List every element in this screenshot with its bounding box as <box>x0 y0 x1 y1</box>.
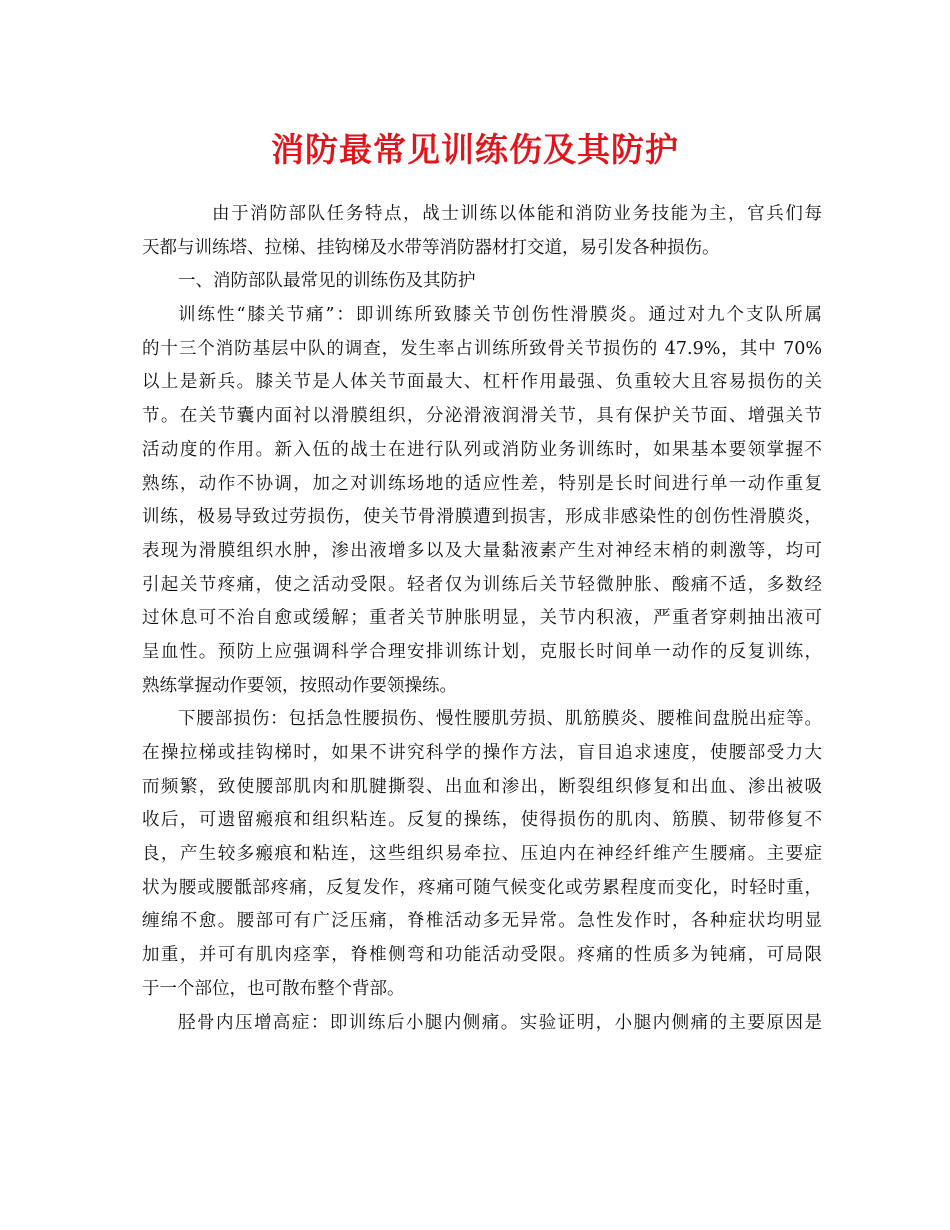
text-line: 呈血性。预防上应强调科学合理安排训练计划，克服长时间单一动作的反复训练， <box>142 641 822 662</box>
text-line: 以上是新兵。膝关节是人体关节面最大、杠杆作用最强、负重较大且容易损伤的关 <box>142 372 822 393</box>
text-line: 表现为滑膜组织水肿，渗出液增多以及大量黏液素产生对神经末梢的刺激等，均可 <box>142 540 822 561</box>
text-line: 胫骨内压增高症：即训练后小腿内侧痛。实验证明，小腿内侧痛的主要原因是 <box>178 1012 822 1033</box>
paragraph-tibia <box>142 1007 822 1041</box>
text-line: 下腰部损伤：包括急性腰损伤、慢性腰肌劳损、肌筋膜炎、腰椎间盘脱出症等。 <box>178 709 822 730</box>
text-line: 训练性“膝关节痛”：即训练所致膝关节创伤性滑膜炎。通过对九个支队所属 <box>178 305 822 326</box>
text-line: 过休息可不治自愈或缓解；重者关节肿胀明显，关节内积液，严重者穿刺抽出液可 <box>142 608 822 629</box>
text-line: 引起关节疼痛，使之活动受限。轻者仅为训练后关节轻微肿胀、酸痛不适，多数经 <box>142 574 822 595</box>
text-line: 而频繁，致使腰部肌肉和肌腱撕裂、出血和渗出，断裂组织修复和出血、渗出被吸 <box>142 776 822 797</box>
paragraph-knee <box>142 299 822 703</box>
text-line: 加重，并可有肌肉痉挛，脊椎侧弯和功能活动受限。疼痛的性质多为钝痛，可局限 <box>142 945 822 966</box>
text-line: 收后，可遗留瘢痕和组织粘连。反复的操练，使得损伤的肌肉、筋膜、韧带修复不 <box>142 810 822 831</box>
text-line: 节。在关节囊内面衬以滑膜组织，分泌滑液润滑关节，具有保护关节面、增强关节 <box>142 406 822 427</box>
section-heading-text: 一、消防部队最常见的训练伤及其防护 <box>178 271 476 292</box>
paragraph-intro <box>142 198 822 265</box>
text-line: 熟练掌握动作要领，按照动作要领操练。 <box>142 675 457 696</box>
text-line: 于一个部位，也可散布整个背部。 <box>142 978 405 999</box>
text-line: 由于消防部队任务特点，战士训练以体能和消防业务技能为主，官兵们每 <box>212 204 822 224</box>
text-line: 良，产生较多瘢痕和粘连，这些组织易牵拉、压迫内在神经纤维产生腰痛。主要症 <box>142 844 822 865</box>
document-body <box>142 198 822 1040</box>
text-line: 熟练，动作不协调，加之对训练场地的适应性差，特别是长时间进行单一动作重复 <box>142 473 822 494</box>
text-line: 状为腰或腰骶部疼痛，反复发作，疼痛可随气候变化或劳累程度而变化，时轻时重， <box>142 877 822 898</box>
paragraph-lumbar <box>142 703 822 1006</box>
text-line: 天都与训练塔、拉梯、挂钩梯及水带等消防器材打交道，易引发各种损伤。 <box>142 237 720 258</box>
section-heading <box>142 265 822 299</box>
text-line: 在操拉梯或挂钩梯时，如果不讲究科学的操作方法，盲目追求速度，使腰部受力大 <box>142 743 822 763</box>
text-line: 的十三个消防基层中队的调查，发生率占训练所致骨关节损伤的 47.9%，其中 70% <box>142 338 822 359</box>
text-line: 活动度的作用。新入伍的战士在进行队列或消防业务训练时，如果基本要领掌握不 <box>142 439 822 460</box>
text-line: 缠绵不愈。腰部可有广泛压痛，脊椎活动多无异常。急性发作时，各种症状均明显 <box>142 911 822 932</box>
document-title: 消防最常见训练伤及其防护 <box>271 130 679 169</box>
text-line: 训练，极易导致过劳损伤，使关节骨滑膜遭到损害，形成非感染性的创伤性滑膜炎， <box>142 507 822 528</box>
